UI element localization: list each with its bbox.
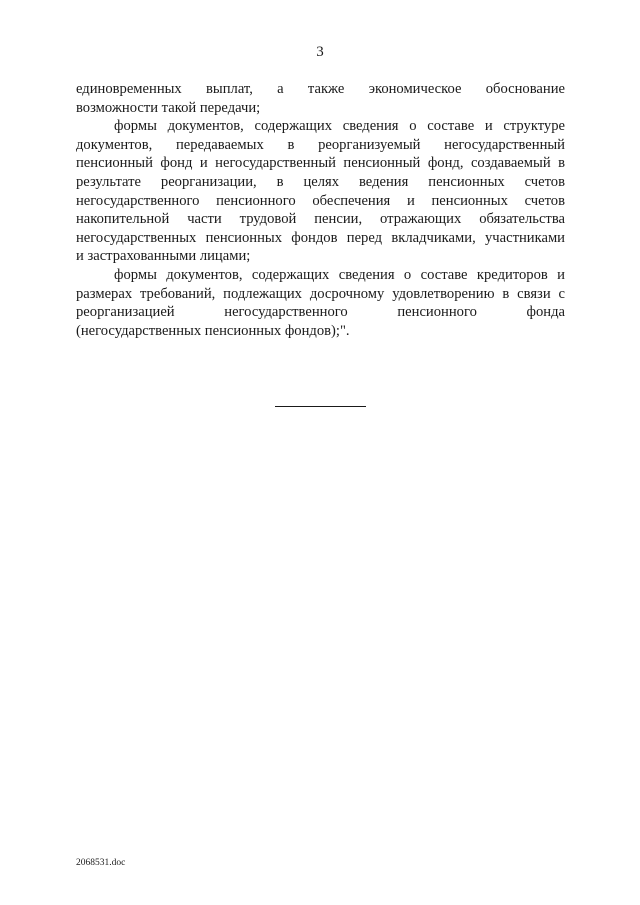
text-line: результате реорганизации, в целях ведения пенсионных счетов [76, 173, 565, 190]
text-line: негосударственного пенсионного обеспечения и пенсионных счетов [76, 192, 565, 209]
text-line: размерах требований, подлежащих досрочному удовлетворению в связи с [76, 285, 565, 302]
text-line: негосударственных пенсионных фондов перед вкладчиками, участниками [76, 229, 565, 246]
text-line: пенсионный фонд и негосударственный пенсионный фонд, создаваемый в [76, 155, 565, 172]
page-number: 3 [316, 44, 324, 60]
footer-file-name: 2068531.doc [76, 858, 126, 868]
text-line: реорганизацией негосударственного пенсионного фонда [76, 304, 565, 321]
text-line: возможности такой передачи; [76, 99, 261, 116]
text-line: и застрахованными лицами; [76, 248, 251, 265]
text-line: документов, передаваемых в реорганизуемый негосударственный [76, 136, 565, 153]
text-line: накопительной части трудовой пенсии, отражающих обязательства [76, 211, 565, 228]
text-line: (негосударственных пенсионных фондов);". [76, 322, 350, 339]
text-line: формы документов, содержащих сведения о составе и структуре [114, 118, 565, 135]
text-line: формы документов, содержащих сведения о составе кредиторов и [114, 266, 565, 283]
text-line: единовременных выплат, а также экономическое обоснование [76, 81, 565, 97]
document-body [76, 80, 565, 340]
end-separator-line [275, 406, 366, 407]
